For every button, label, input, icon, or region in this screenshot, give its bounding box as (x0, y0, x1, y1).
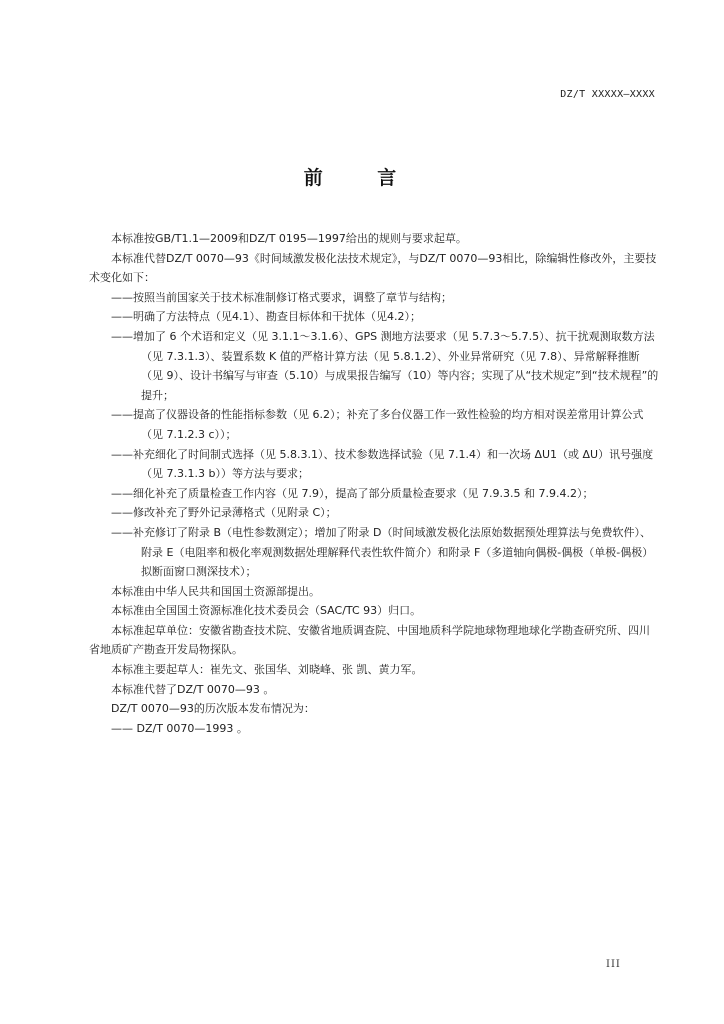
change-item: ——明确了方法特点（见4.1）、勘查目标体和干扰体（见4.2）； (111, 310, 421, 324)
paragraph: 本标准代替DZ/T 0070—93《时间域激发极化法技术规定》，与DZ/T 0070—93相比，除编辑性修改外，主要技术变化如下： (89, 251, 657, 285)
paragraph: 本标准按GB/T1.1—2009和DZ/T 0195—1997给出的规则与要求起草。 (111, 232, 467, 245)
paragraph: —— DZ/T 0070—1993 。 (111, 721, 248, 735)
paragraph: 本标准由中华人民共和国国土资源部提出。 (111, 584, 320, 598)
paragraph: 本标准代替了DZ/T 0070—93 。 (111, 682, 275, 696)
paragraph: 本标准由全国国土资源标准化技术委员会（SAC/TC 93）归口。 (111, 604, 422, 618)
change-item: ——增加了 6 个术语和定义（见 3.1.1～3.1.6）、GPS 测地方法要求（见 5.7.3～5.7.5）、抗干扰观测取数方法（见 7.3.1.3）、装置系数 K 值的严格计算方法（见 5.8.1.2）、外业异常研究（见 7.8）、异常解释推断（见 9）、设计书编写与审查（5.10）与成果报告编写（10）等内容；实现了从“技术规定”到“技术规程”的提升； (111, 329, 659, 402)
document-code: DZ/T XXXXX—XXXX (560, 89, 655, 100)
page-number: III (606, 959, 621, 970)
change-item: ——提高了仪器设备的性能指标参数（见 6.2）；补充了多台仪器工作一致性检验的均方相对误差常用计算公式（见 7.1.2.3 c））； (111, 408, 644, 441)
foreword-body (89, 229, 659, 738)
page-title: 前 言 (303, 167, 421, 189)
change-item: ——细化补充了质量检查工作内容（见 7.9），提高了部分质量检查要求（见 7.9.3.5 和 7.9.4.2）； (111, 486, 594, 500)
change-item: ——按照当前国家关于技术标准制修订格式要求，调整了章节与结构； (111, 290, 452, 304)
paragraph: DZ/T 0070—93的历次版本发布情况为： (111, 702, 315, 716)
change-item: ——补充修订了附录 B（电性参数测定）；增加了附录 D（时间域激发极化法原始数据预处理算法与免费软件）、附录 E（电阻率和极化率观测数据处理解释代表性软件简介）和附录 F（多道轴向偶极-偶极（单极-偶极）拟断面窗口测深技术）； (111, 525, 654, 579)
change-item: ——修改补充了野外记录薄格式（见附录 C）； (111, 506, 337, 520)
paragraph: 本标准起草单位：安徽省勘查技术院、安徽省地质调查院、中国地质科学院地球物理地球化学勘查研究所、四川省地质矿产勘查开发局物探队。 (89, 623, 650, 657)
paragraph: 本标准主要起草人：崔先文、张国华、刘晓峰、张 凯、黄力军。 (111, 663, 423, 677)
change-item: ——补充细化了时间制式选择（见 5.8.3.1）、技术参数选择试验（见 7.1.4）和一次场 ΔU1（或 ΔU）讯号强度（见 7.3.1.3 b））等方法与要求； (111, 447, 654, 481)
